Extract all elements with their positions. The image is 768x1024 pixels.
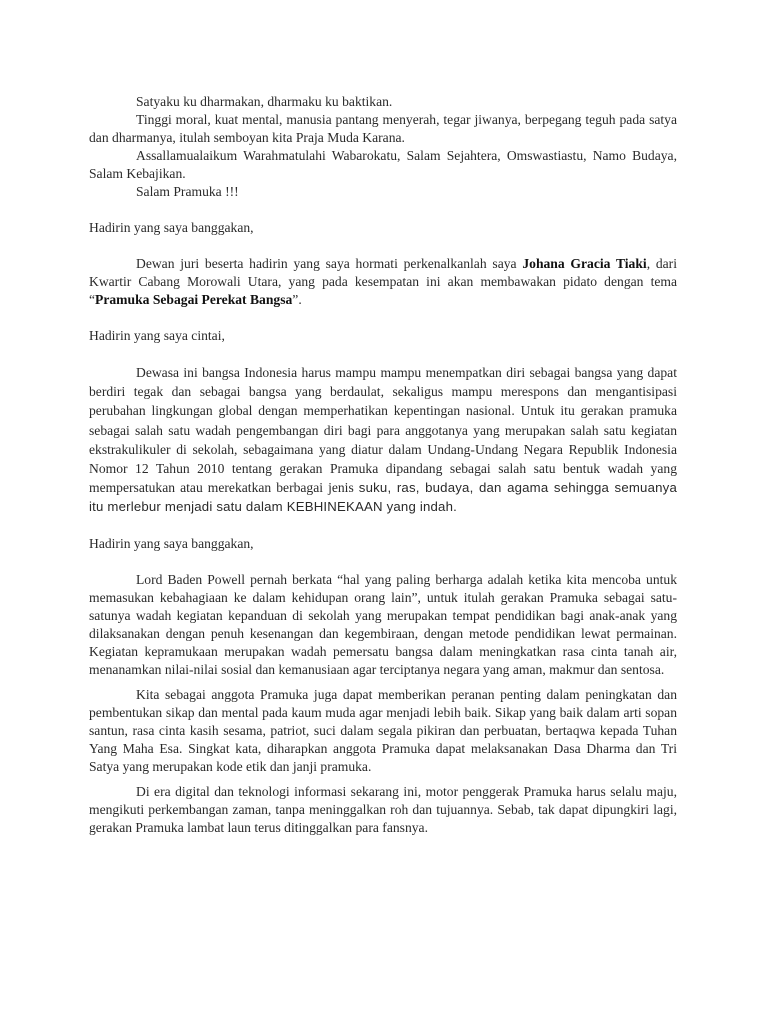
document-body	[89, 93, 677, 837]
paragraph-3: Kita sebagai anggota Pramuka juga dapat memberikan peranan penting dalam peningkatan dan pembentukan sikap dan mental pada kaum muda agar menjadi lebih baik. Sikap yang baik dalam arti sopan santun, rasa cinta kasih sesama, patriot, suci dalam segala pikiran dan perbuatan, bertaqwa kepada Tuhan Yang Maha Esa. Singkat kata, diharapkan anggota Pramuka dapat melaksanakan Dasa Dharma dan Tri Satya yang merupakan kode etik dan janji pramuka.	[89, 686, 677, 774]
paragraph-1-serif: Dewasa ini bangsa Indonesia harus mampu mampu menempatkan diri sebagai bangsa yang dapat berdiri tegak dan sebagai bangsa yang berdaulat, sekaligus mampu merespons dan mengantisipasi perubahan lingkungan global dengan memperhatikan kepentingan nasional. Untuk itu gerakan pramuka sebagai salah satu wadah pengembangan diri bagi para anggotanya yang merupakan salah satu kegiatan ekstrakulikuler di sekolah, sebagaimana yang diatur dalam Undang-Undang Negara Republik Indonesia Nomor 12 Tahun 2010 tentang gerakan Pramuka dipandang sebagai salah satu bentuk wadah yang mempersatukan atau merekatkan berbagai jenis	[89, 365, 677, 496]
paragraph-1	[89, 363, 677, 517]
intro-text-b: , dari Kwartir Cabang Morowali Utara, yang pada kesempatan ini akan membawakan pidato dengan tema “	[89, 256, 677, 307]
greeting-1: Hadirin yang saya banggakan,	[89, 220, 254, 235]
opening-line-3: Assallamualaikum Warahmatulahi Wabarokatu, Salam Sejahtera, Omswastiastu, Namo Budaya, Salam Kebajikan.	[89, 148, 677, 181]
opening-line-2: Tinggi moral, kuat mental, manusia pantang menyerah, tegar jiwanya, berpegang teguh pada satya dan dharmanya, itulah semboyan kita Praja Muda Karana.	[89, 112, 677, 145]
intro-text-a: Dewan juri beserta hadirin yang saya hormati perkenalkanlah saya	[136, 256, 523, 271]
opening-line-4: Salam Pramuka !!!	[136, 184, 239, 199]
paragraph-1-sans: suku, ras, budaya, dan agama sehingga semuanya itu merlebur menjadi satu dalam KEBHINEKAAN yang indah.	[89, 480, 677, 515]
paragraph-4: Di era digital dan teknologi informasi sekarang ini, motor penggerak Pramuka harus selalu maju, mengikuti perkembangan zaman, tanpa meninggalkan roh dan tujuannya. Sebab, tak dapat dipungkiri lagi, gerakan Pramuka lambat laun terus ditinggalkan para fansnya.	[89, 783, 677, 835]
opening-line-1: Satyaku ku dharmakan, dharmaku ku baktikan.	[136, 94, 393, 109]
greeting-3: Hadirin yang saya banggakan,	[89, 535, 254, 551]
paragraph-2: Lord Baden Powell pernah berkata “hal yang paling berharga adalah ketika kita mencoba untuk memasukan kebahagiaan ke dalam kehidupan orang lain”, untuk itulah gerakan Pramuka sebagai satu-satunya wadah kegiatan kepanduan di sekolah yang merupakan tempat pendidikan bagi anak-anak yang dilaksanakan dengan penuh kesenangan dan kegembiraan, dengan metode pendidikan lewat permainan. Kegiatan kepramukaan merupakan wadah pemersatu bangsa dalam meningkatkan rasa cinta tanah air, menanamkan nilai-nilai sosial dan kemanusiaan agar terciptanya negara yang aman, makmur dan sentosa.	[89, 571, 677, 677]
intro-text-c: ”.	[292, 292, 302, 307]
speaker-name: Johana Gracia Tiaki	[522, 256, 647, 271]
intro-paragraph	[89, 255, 677, 309]
greeting-2: Hadirin yang saya cintai,	[89, 328, 225, 343]
speech-theme: Pramuka Sebagai Perekat Bangsa	[95, 292, 293, 307]
